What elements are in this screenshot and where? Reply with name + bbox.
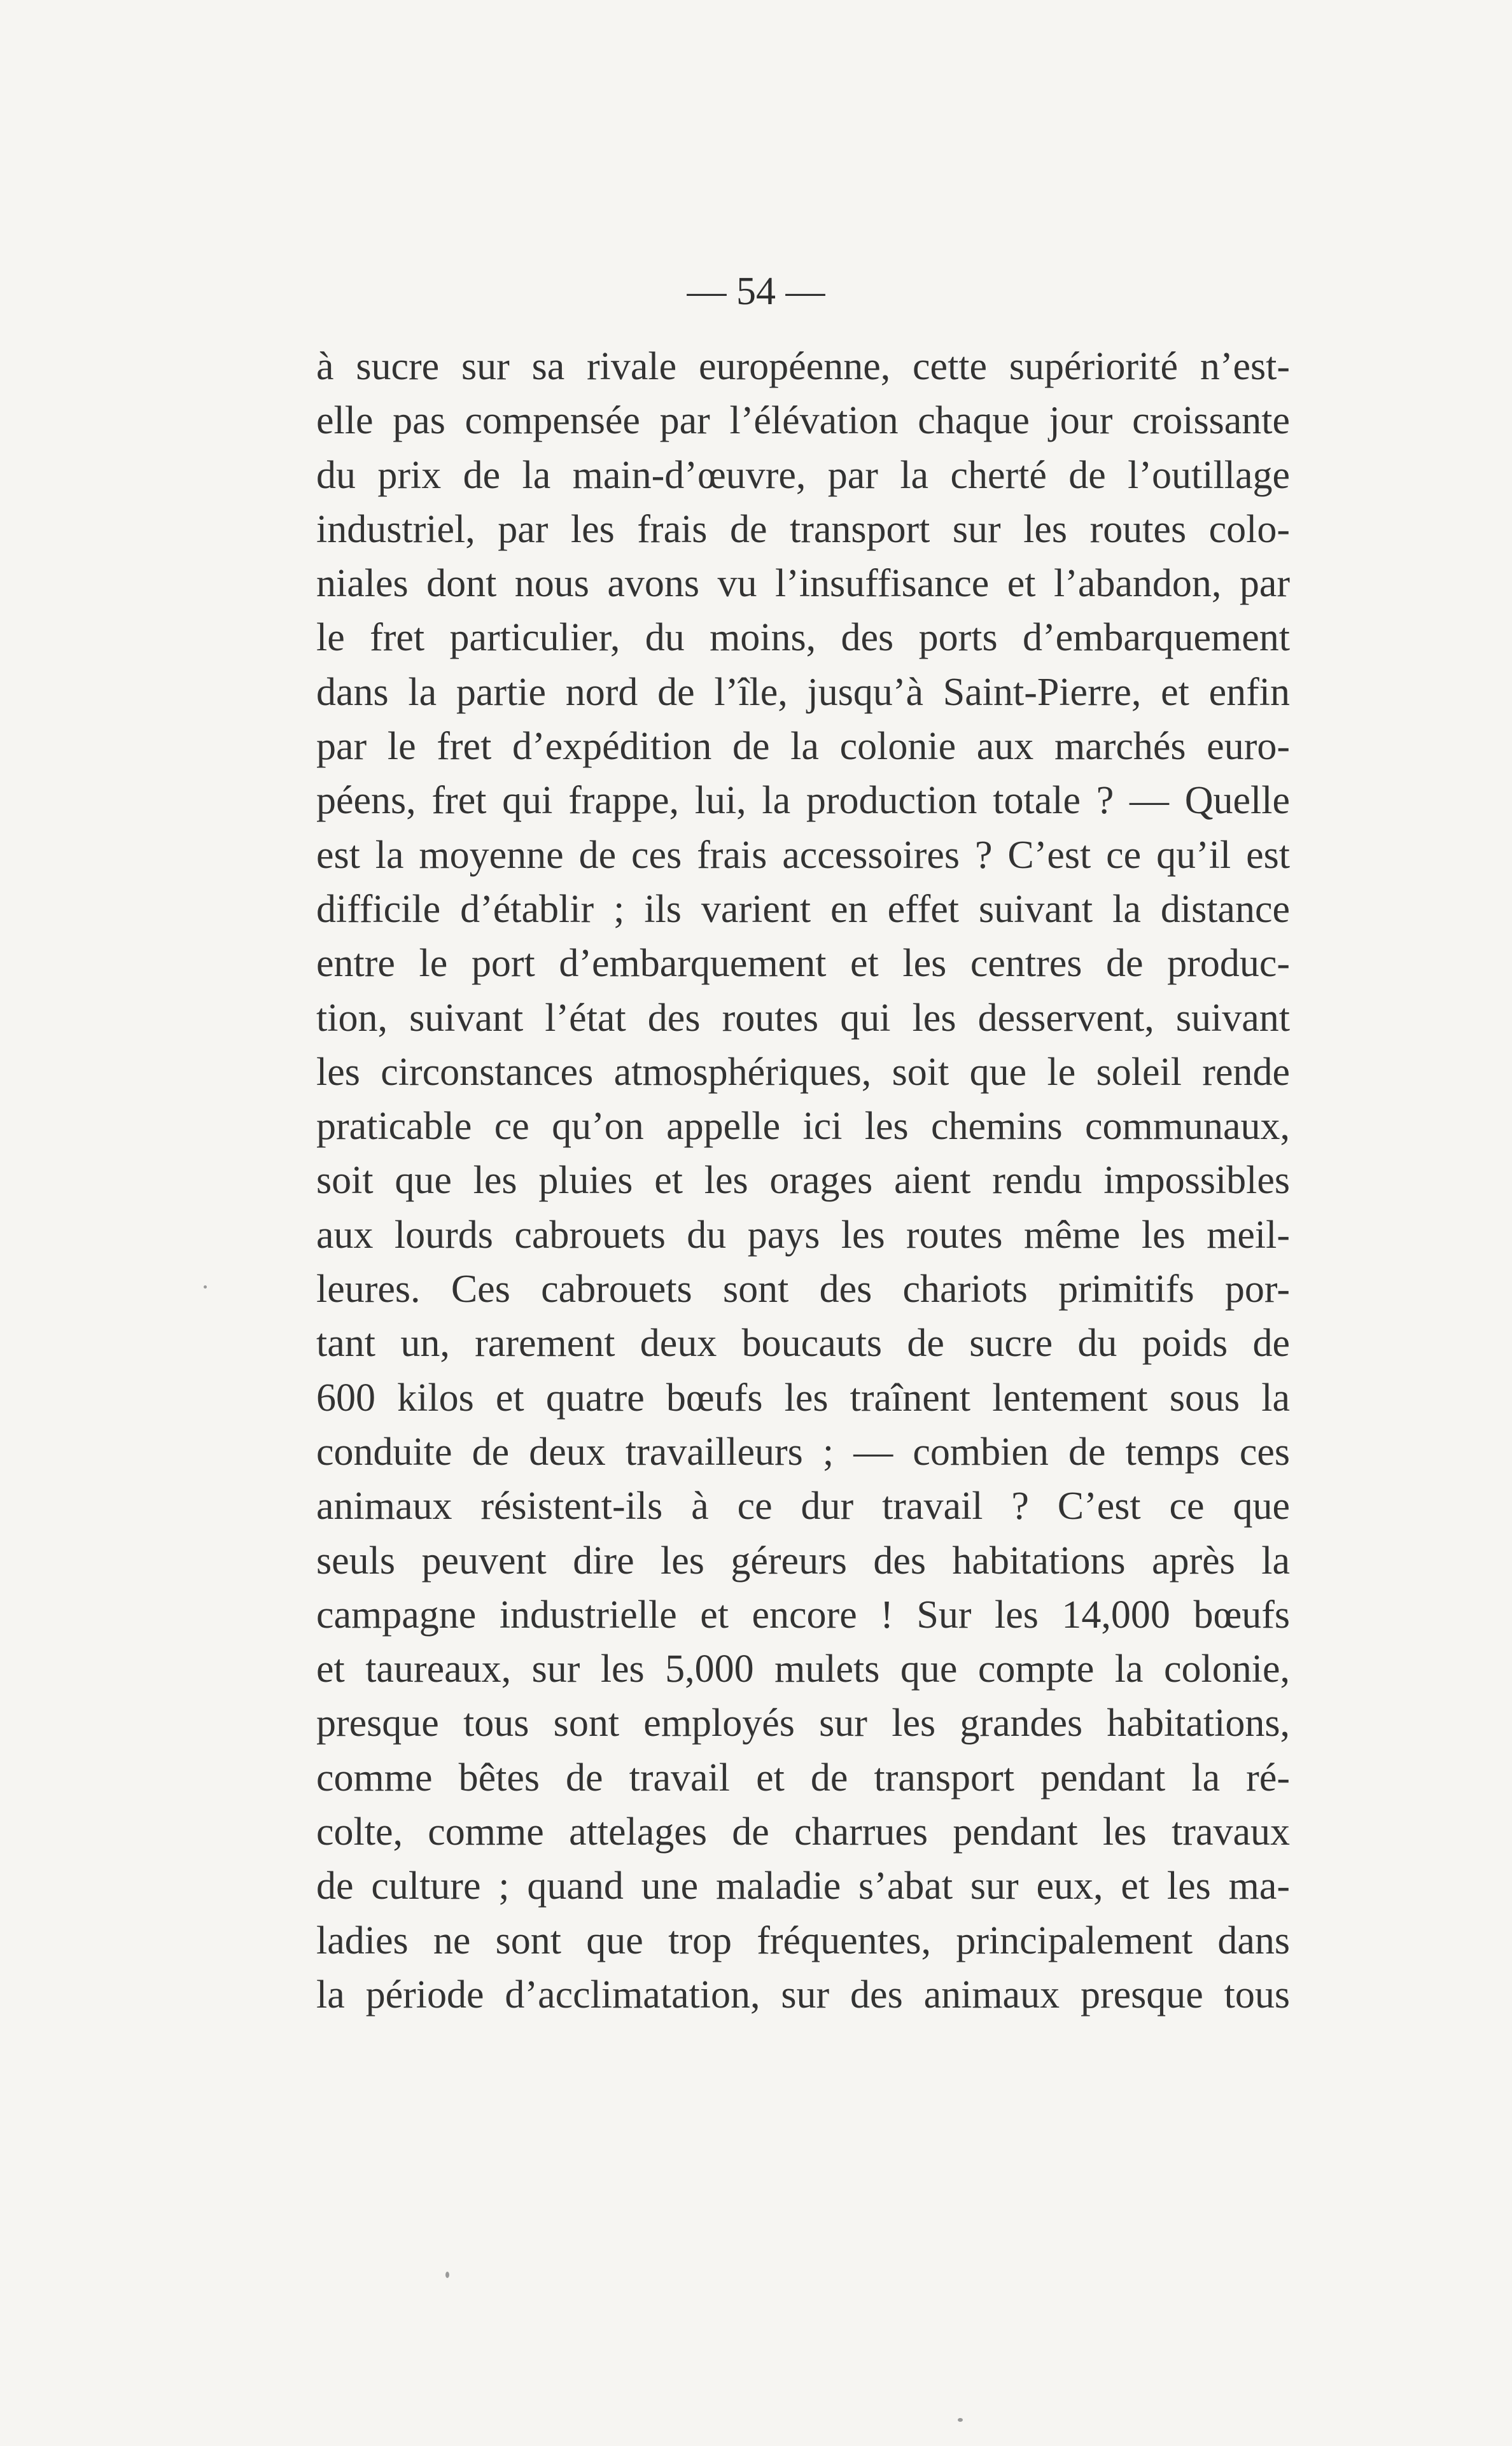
text-line: le fret particulier, du moins, des ports d’embarquement	[316, 616, 1290, 660]
text-line: animaux résistent-ils à ce dur travail ? C’est ce que	[316, 1485, 1290, 1528]
text-line: les circonstances atmosphériques, soit que le soleil rende	[316, 1050, 1290, 1094]
text-line: tion, suivant l’état des routes qui les desservent, suivant	[316, 996, 1290, 1040]
text-line: et taureaux, sur les 5,000 mulets que compte la colonie,	[316, 1647, 1290, 1691]
text-line: dans la partie nord de l’île, jusqu’à Saint-Pierre, et enfin	[316, 670, 1290, 714]
text-line: du prix de la main-d’œuvre, par la cherté de l’outillage	[316, 453, 1290, 497]
text-line: aux lourds cabrouets du pays les routes même les meil-	[316, 1213, 1290, 1257]
text-line: tant un, rarement deux boucauts de sucre du poids de	[316, 1322, 1290, 1366]
text-line: elle pas compensée par l’élévation chaque jour croissante	[316, 399, 1290, 443]
paper-speck	[958, 2418, 963, 2422]
text-line: par le fret d’expédition de la colonie aux marchés euro-	[316, 725, 1290, 769]
text-line: la période d’acclimatation, sur des animaux presque tous	[316, 1973, 1290, 2016]
text-line: comme bêtes de travail et de transport pendant la ré-	[316, 1756, 1290, 1800]
body-text	[316, 340, 1290, 2022]
text-line: 600 kilos et quatre bœufs les traînent lentement sous la	[316, 1376, 1290, 1420]
text-line: de culture ; quand une maladie s’abat sur eux, et les ma-	[316, 1864, 1290, 1908]
text-line: entre le port d’embarquement et les centres de produc-	[316, 942, 1290, 986]
text-line: est la moyenne de ces frais accessoires ? C’est ce qu’il est	[316, 833, 1290, 877]
text-line: péens, fret qui frappe, lui, la production totale ? — Quelle	[316, 779, 1290, 823]
text-line: difficile d’établir ; ils varient en effet suivant la distance	[316, 887, 1290, 931]
page-number: — 54 —	[687, 270, 825, 313]
text-line: colte, comme attelages de charrues pendant les travaux	[316, 1810, 1290, 1854]
text-line: campagne industrielle et encore ! Sur les 14,000 bœufs	[316, 1593, 1290, 1637]
text-line: niales dont nous avons vu l’insuffisance et l’abandon, par	[316, 562, 1290, 606]
text-line: seuls peuvent dire les géreurs des habitations après la	[316, 1539, 1290, 1583]
paper-speck	[445, 2272, 449, 2278]
text-line: ladies ne sont que trop fréquentes, principalement dans	[316, 1918, 1290, 1962]
text-line: presque tous sont employés sur les grandes habitations,	[316, 1702, 1290, 1745]
text-line: soit que les pluies et les orages aient rendu impossibles	[316, 1159, 1290, 1203]
text-line: praticable ce qu’on appelle ici les chemins communaux,	[316, 1105, 1290, 1149]
text-line: à sucre sur sa rivale européenne, cette supériorité n’est-	[316, 345, 1290, 388]
text-line: industriel, par les frais de transport sur les routes colo-	[316, 507, 1290, 551]
text-line: conduite de deux travailleurs ; — combien de temps ces	[316, 1430, 1290, 1474]
paper-speck	[204, 1285, 207, 1289]
text-line: leures. Ces cabrouets sont des chariots primitifs por-	[316, 1268, 1290, 1311]
